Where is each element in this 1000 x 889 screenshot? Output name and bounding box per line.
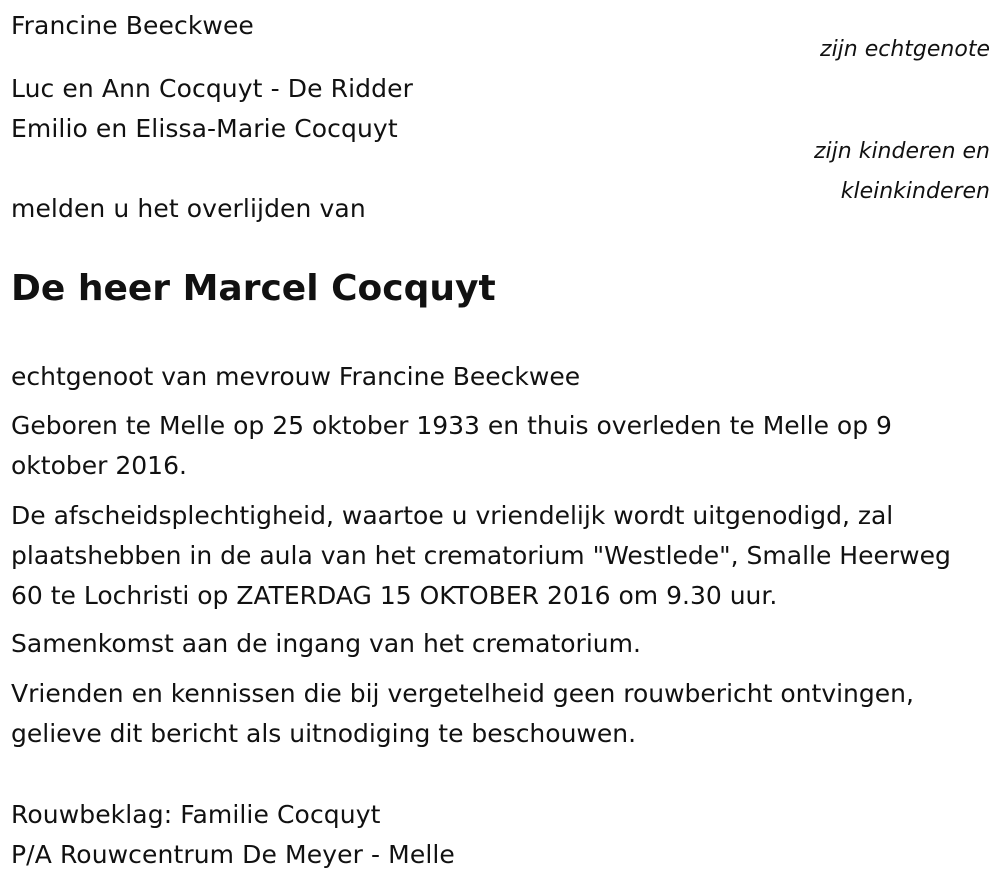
child-2-name: Emilio en Elissa-Marie Cocquyt bbox=[11, 114, 398, 143]
meeting-text: Samenkomst aan de ingang van het crematorium. bbox=[11, 629, 641, 658]
children-role-line-2: kleinkinderen bbox=[840, 179, 990, 204]
spouse-role: zijn echtgenote bbox=[820, 37, 990, 62]
child-1-name: Luc en Ann Cocquyt - De Ridder bbox=[11, 74, 413, 103]
announcement-text: melden u het overlijden van bbox=[11, 194, 366, 223]
children-role-line-1: zijn kinderen en bbox=[814, 139, 990, 164]
spouse-of-text: echtgenoot van mevrouw Francine Beeckwee bbox=[11, 362, 581, 391]
birth-death-text: Geboren te Melle op 25 oktober 1933 en thuis overleden te Melle op 9 oktober 2016. bbox=[11, 411, 892, 480]
condolences-text: Rouwbeklag: Familie Cocquyt bbox=[11, 800, 381, 829]
ceremony-text: De afscheidsplechtigheid, waartoe u vriendelijk wordt uitgenodigd, zal plaatshebben in de aula van het crematorium "Westlede", Smalle Heerweg 60 te Lochristi op ZATERDAG 15 OKTOBER 2016 om 9.30 uur. bbox=[11, 501, 951, 610]
funeral-home-address: P/A Rouwcentrum De Meyer - Melle bbox=[11, 840, 455, 869]
deceased-name-heading: De heer Marcel Cocquyt bbox=[11, 268, 496, 309]
invitation-note-text: Vrienden en kennissen die bij vergetelheid geen rouwbericht ontvingen, gelieve dit bericht als uitnodiging te beschouwen. bbox=[11, 679, 914, 748]
spouse-name: Francine Beeckwee bbox=[11, 11, 254, 40]
